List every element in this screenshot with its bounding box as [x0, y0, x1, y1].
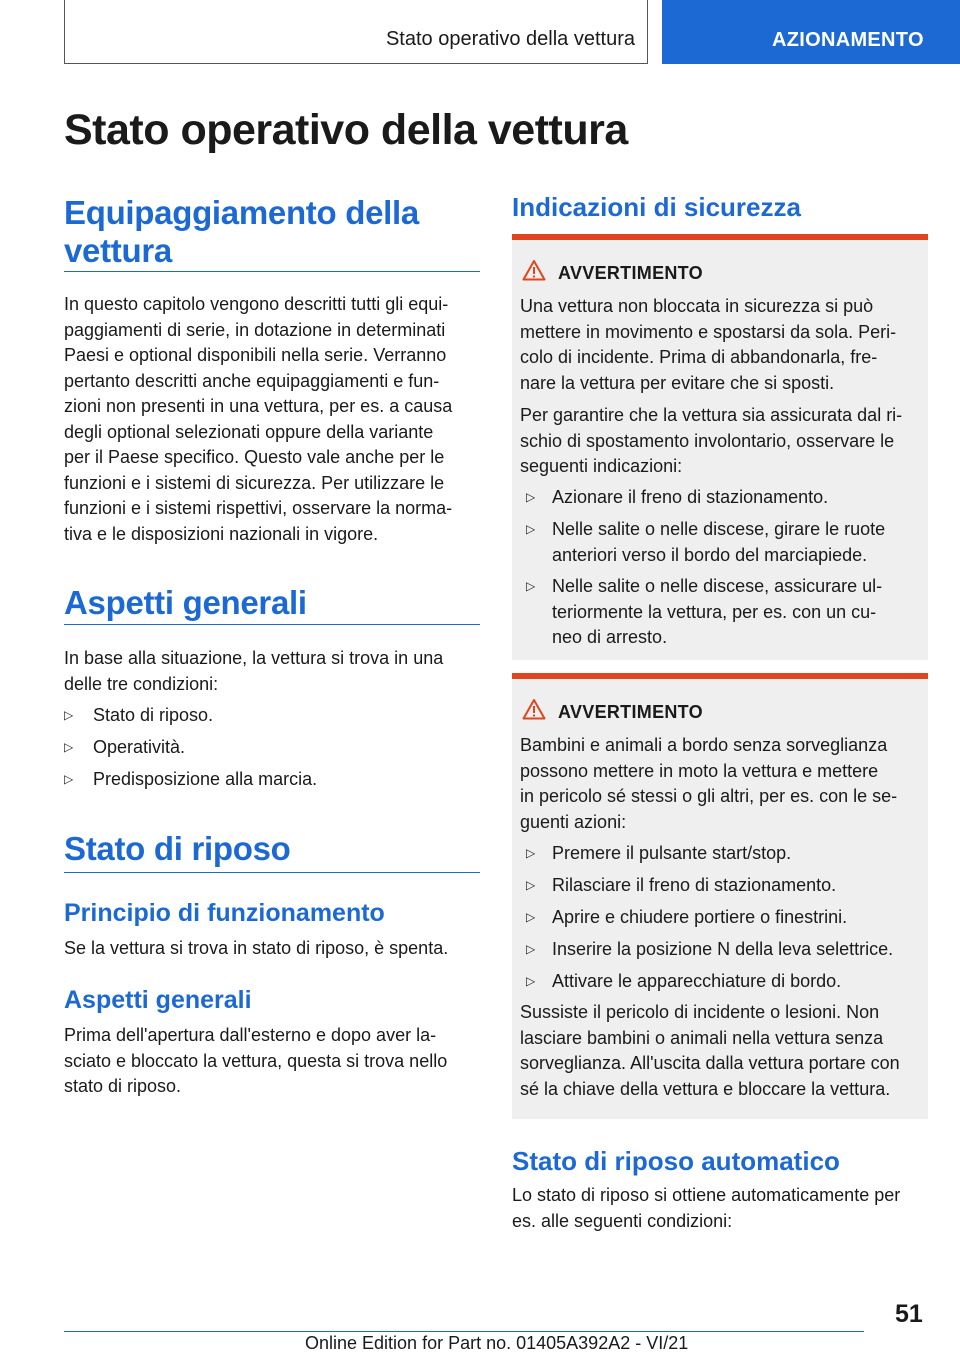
bullet-triangle-icon: ▷: [526, 910, 536, 924]
text-line: stato di riposo.: [64, 1076, 182, 1096]
bullet-triangle-icon: ▷: [64, 740, 74, 754]
text-line: Nelle salite o nelle discese, assicurare ul-: [552, 576, 883, 596]
warning-box: AVVERTIMENTO Bambini e animali a bordo senza sorveglianza possono mettere in moto la vettura e mettere in pericolo sé stessi o gli altri, per es. con le se- guenti azioni: ▷ Premere il pulsante start/stop. ▷ Rilasciare il freno di stazionamento. ▷ Aprire e chiudere portiere o finestrini. ▷ Inserire la posizione N della leva selettrice. ▷ Attivare le apparecchiature di bordo. Sussiste il pericolo di incidente o lesioni. Non lasciare bambini o animali nella vettura senza sorveglianza. All'uscita dalla vettura portare con sé la chiave della vettura e bloccare la vettura.: [512, 673, 928, 1119]
bullet-triangle-icon: ▷: [526, 846, 536, 860]
page-title: Stato operativo della vettura: [64, 106, 628, 154]
warning-text: [520, 294, 924, 396]
text-line: Sussiste il pericolo di incidente o lesioni. Non: [520, 1002, 880, 1022]
bullet-triangle-icon: ▷: [526, 522, 536, 536]
text-line: anteriori verso il bordo del marciapiede.: [552, 544, 868, 565]
text-line: sciato e bloccato la vettura, questa si trova nello: [64, 1050, 448, 1071]
text-line: neo di arresto.: [552, 627, 668, 647]
text-line: In questo capitolo vengono descritti tutti gli equi-: [64, 294, 449, 314]
text-line: mettere in movimento e spostarsi da sola. Peri-: [520, 321, 897, 342]
text-line: Bambini e animali a bordo senza sorveglianza: [520, 735, 888, 755]
warning-text: [520, 1000, 924, 1102]
text-line: Prima dell'apertura dall'esterno e dopo aver la-: [64, 1025, 437, 1045]
text-line: Nelle salite o nelle discese, girare le ruote: [552, 519, 886, 539]
warning-text: [520, 403, 924, 480]
bullet-triangle-icon: ▷: [526, 579, 536, 593]
text-line: funzioni e i sistemi di sicurezza. Per utilizzare le: [64, 472, 445, 493]
heading-line: Equipaggiamento della: [64, 194, 419, 231]
text-line: schio di spostamento involontario, osservare le: [520, 430, 895, 451]
heading-stato-di-riposo: Stato di riposo: [64, 830, 291, 867]
bullet-triangle-icon: ▷: [526, 942, 536, 956]
text-line: zioni non presenti in una vettura, per es. a causa: [64, 396, 453, 416]
text-line: paggiamenti di serie, in dotazione in determinati: [64, 319, 446, 340]
text-line: Lo stato di riposo si ottiene automaticamente per: [512, 1185, 901, 1205]
general-paragraph: [64, 646, 480, 697]
text-line: lasciare bambini o animali nella vettura senza: [520, 1027, 884, 1048]
heading-line: vettura: [64, 232, 172, 269]
text-line: colo di incidente. Prima di abbandonarla, fre-: [520, 347, 878, 367]
principle-text: Se la vettura si trova in stato di riposo, è spenta.: [64, 938, 449, 958]
heading-riposo-automatico: Stato di riposo automatico: [512, 1146, 840, 1176]
heading-aspetti-generali: Aspetti generali: [64, 584, 307, 621]
header-chapter-label: AZIONAMENTO: [772, 29, 924, 51]
heading-aspetti-generali-sub: Aspetti generali: [64, 986, 252, 1014]
footer-rule: [64, 1331, 864, 1332]
auto-rest-paragraph: [512, 1183, 928, 1234]
text-line: Per garantire che la vettura sia assicurata dal ri-: [520, 405, 903, 425]
section-rule: [64, 271, 480, 272]
heading-principio: Principio di funzionamento: [64, 899, 385, 927]
warning-title: AVVERTIMENTO: [558, 263, 703, 283]
footer-edition: Online Edition for Part no. 01405A392A2 - VI/21: [305, 1333, 689, 1353]
text-line: per il Paese specifico. Questo vale anche per le: [64, 447, 445, 467]
text-line: sé la chiave della vettura e bloccare la vettura.: [520, 1078, 891, 1099]
text-line: seguenti indicazioni:: [520, 456, 683, 476]
heading-equipaggiamento: [64, 194, 419, 270]
section-rule: [64, 624, 480, 625]
header-section-title: Stato operativo della vettura: [385, 28, 635, 50]
warning-bar: [512, 673, 928, 679]
text-line: funzioni e i sistemi rispettivi, osservare la norma-: [64, 498, 453, 518]
warning-title: AVVERTIMENTO: [558, 702, 703, 722]
page-number: 51: [895, 1300, 923, 1328]
text-line: Azionare il freno di stazionamento.: [552, 487, 829, 507]
text-line: teriormente la vettura, per es. con un cu-: [552, 601, 877, 622]
header-chapter-tab[interactable]: [662, 0, 960, 64]
warning-text: [520, 733, 924, 835]
bullet-triangle-icon: ▷: [526, 490, 536, 504]
warning-triangle-icon: [522, 259, 546, 281]
text-line: degli optional selezionati oppure della variante: [64, 421, 434, 442]
heading-indicazioni-sicurezza: Indicazioni di sicurezza: [512, 192, 801, 222]
warning-bar: [512, 234, 928, 240]
section-rule: [64, 872, 480, 873]
header-section-box: [64, 0, 648, 64]
text-line: tiva e le disposizioni nazionali in vigore.: [64, 523, 379, 544]
bullet-triangle-icon: ▷: [64, 772, 74, 786]
bullet-triangle-icon: ▷: [526, 878, 536, 892]
equip-paragraph: [64, 292, 480, 547]
text-line: delle tre condizioni:: [64, 673, 219, 694]
text-line: pertanto descritti anche equipaggiamenti e fun-: [64, 370, 440, 391]
text-line: in pericolo sé stessi o gli altri, per es. con le se-: [520, 786, 898, 806]
text-line: es. alle seguenti condizioni:: [512, 1210, 733, 1231]
text-line: sorveglianza. All'uscita dalla vettura portare con: [520, 1053, 900, 1073]
text-line: Una vettura non bloccata in sicurezza si può: [520, 296, 874, 316]
bullet-triangle-icon: ▷: [64, 708, 74, 722]
text-line: Paesi e optional disponibili nella serie. Verranno: [64, 345, 447, 365]
text-line: possono mettere in moto la vettura e mettere: [520, 760, 879, 781]
warning-triangle-icon: [522, 698, 546, 720]
rest-general-paragraph: [64, 1023, 480, 1100]
warning-box: [512, 234, 928, 660]
bullet-triangle-icon: ▷: [526, 974, 536, 988]
text-line: In base alla situazione, la vettura si trova in una: [64, 648, 444, 668]
text-line: nare la vettura per evitare che si sposti.: [520, 372, 835, 393]
text-line: guenti azioni:: [520, 811, 627, 832]
